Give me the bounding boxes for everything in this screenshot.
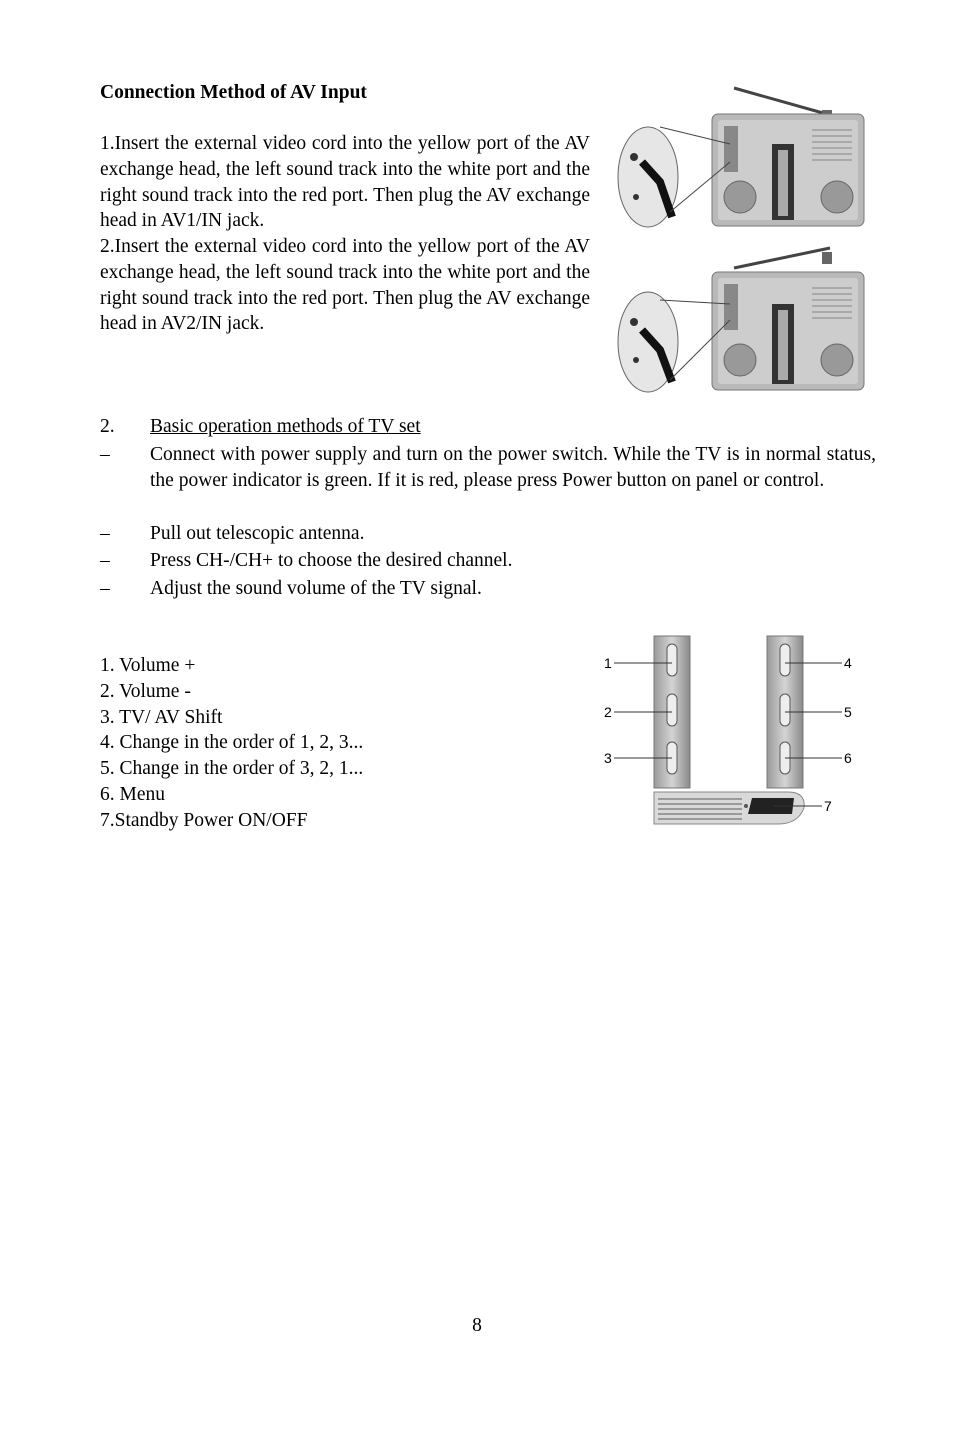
section-number: 2. — [100, 416, 115, 437]
tv-back-photo-av1 — [612, 82, 874, 227]
bullet-channel: Press CH-/CH+ to choose the desired channel. — [150, 550, 513, 571]
callout-6: 6 — [844, 750, 852, 766]
bullet-power: Connect with power supply and turn on the power switch. While the TV is in normal status, the power indicator is green. If it is red, please press Power button on panel or control. — [150, 444, 876, 491]
callout-2: 2 — [604, 704, 612, 720]
volume-down-button — [667, 694, 677, 726]
bullet-antenna: Pull out telescopic antenna. — [150, 523, 365, 544]
control-item: 4. Change in the order of 1, 2, 3... — [100, 732, 364, 754]
bullet-volume: Adjust the sound volume of the TV signal. — [150, 578, 482, 599]
control-item: 5. Change in the order of 3, 2, 1... — [100, 758, 364, 780]
control-item: 1. Volume + — [100, 655, 196, 676]
callout-1: 1 — [604, 655, 612, 671]
bullet-dash: – — [100, 444, 110, 465]
control-buttons-diagram — [598, 632, 868, 828]
control-item: 2. Volume - — [100, 680, 191, 702]
section-heading: Connection Method of AV Input — [100, 82, 367, 103]
volume-up-button — [667, 644, 677, 676]
tv-back-photos — [612, 82, 874, 402]
page-number: 8 — [472, 1315, 482, 1336]
control-item: 7.Standby Power ON/OFF — [100, 809, 308, 831]
callout-3: 3 — [604, 750, 612, 766]
callout-4: 4 — [844, 655, 852, 671]
av-step-2: 2.Insert the external video cord into the yellow port of the AV exchange head, the left sound track into the white port and the right sound track into the red port. Then plug the AV exchange head in AV2/IN jack. — [100, 236, 590, 335]
tv-back-photo-av2 — [618, 248, 864, 392]
callout-5: 5 — [844, 704, 852, 720]
av-step-1: 1.Insert the external video cord into the yellow port of the AV exchange head, the left sound track into the white port and the right sound track into the red port. Then plug the AV exchange head in AV1/IN jack. — [100, 133, 590, 232]
control-item: 3. TV/ AV Shift — [100, 706, 223, 728]
control-item: 6. Menu — [100, 783, 165, 805]
callout-7: 7 — [824, 798, 832, 814]
channel-down-button — [780, 694, 790, 726]
control-legend — [100, 653, 363, 834]
channel-up-button — [780, 644, 790, 676]
bullet-dash: – — [100, 550, 110, 571]
section-title: Basic operation methods of TV set — [150, 416, 421, 437]
bullet-dash: – — [100, 578, 110, 599]
bullet-dash: – — [100, 523, 110, 544]
